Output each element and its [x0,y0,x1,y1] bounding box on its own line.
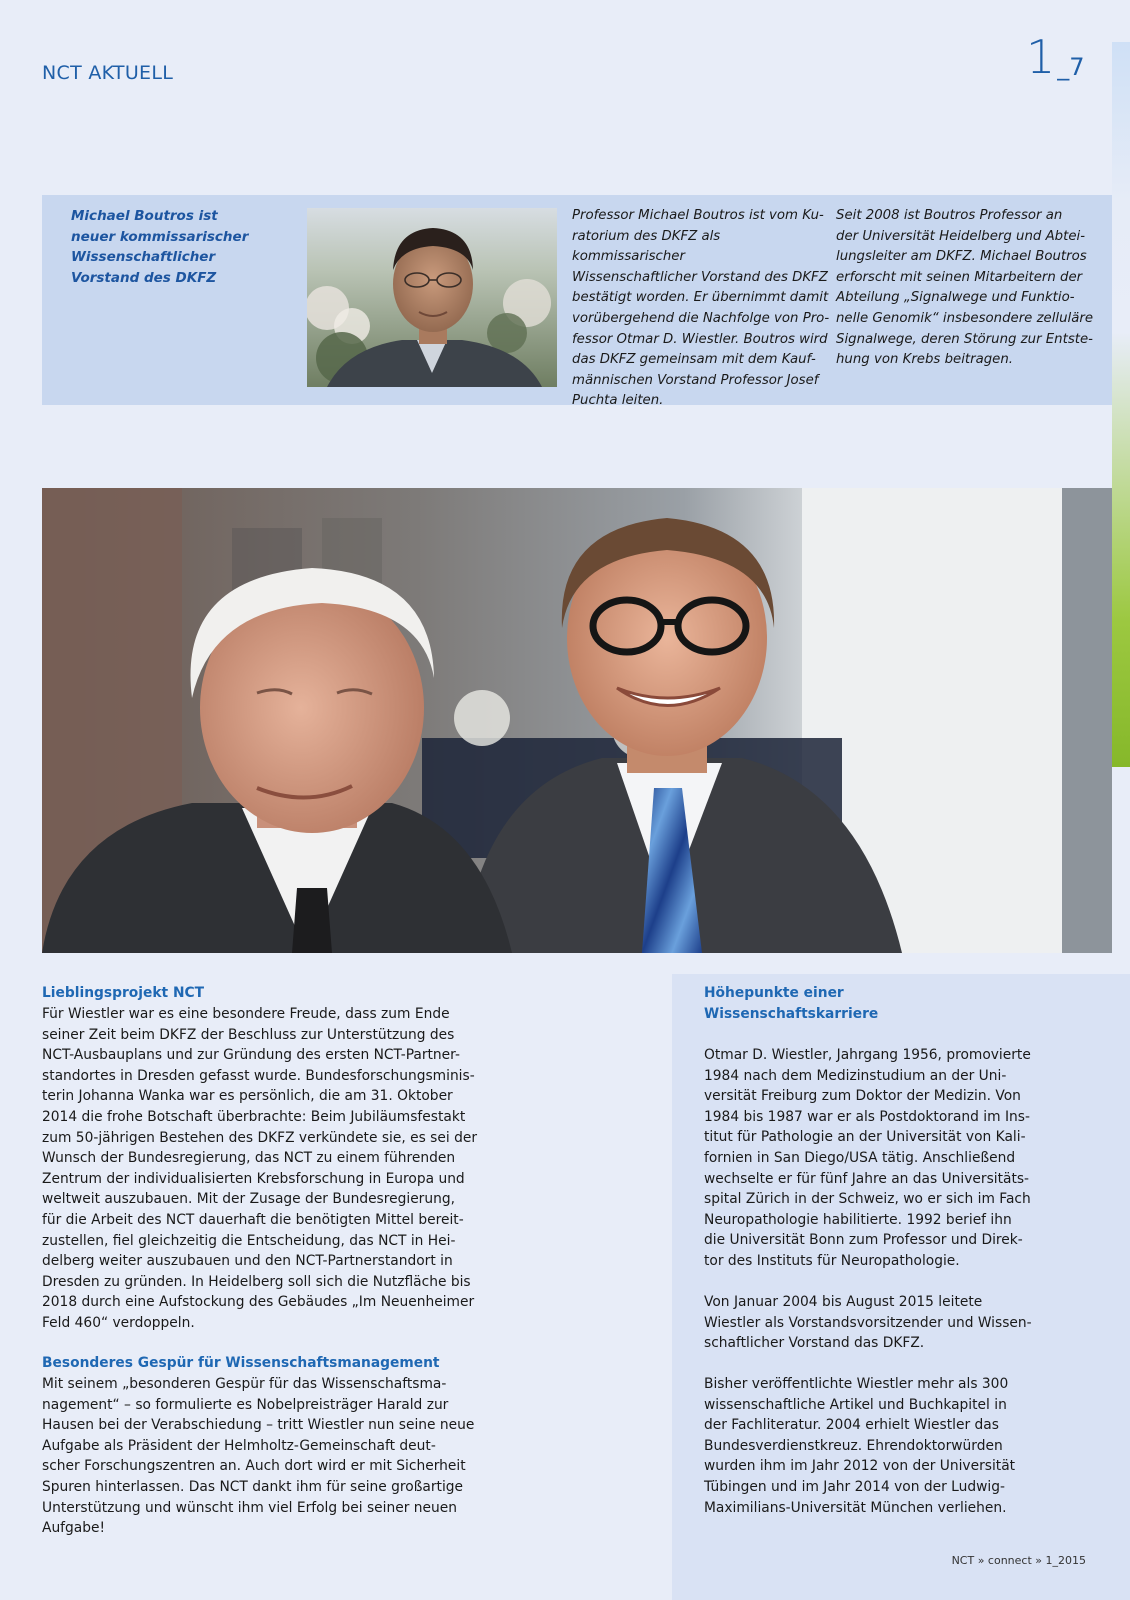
sidebar-heading: Höhepunkte einer Wissenschaftskarriere [704,985,879,1022]
section-body-gespuer: Mit seinem „besonderen Gespür für das Wissenschaftsma- nagement“ – so formulierte es Nobelpreisträger Harald zur Hausen bei der Verabschiedung – tritt Wiestler nun seine neue Aufgabe als Präsident der Helmholtz-Gemeinschaft deut- scher Forschungszentren an. Auch dort wird er mit Sicherheit Spuren hinterlassen. Das NCT dankt ihm für seine großartige Unterstützung und wünscht ihm viel Erfolg bei seiner neuen Aufgabe! [42,1376,475,1537]
sidebar-paragraph-3: Bisher veröffentlichte Wiestler mehr als 300 wissenschaftliche Artikel und Buchkapitel in der Fachliteratur. 2004 erhielt Wiestler das Bundesverdienstkreuz. Ehrendoktorwürden wurden ihm im Jahr 2012 von der Universität Tübingen und im Jahr 2014 von der Ludwig- Maximilians-Universität München verliehen. [704,1376,1016,1516]
group-photo [42,488,1112,953]
section-heading-gespuer: Besonderes Gespür für Wissenschaftsmanagement [42,1355,440,1371]
sidebar-paragraph-2: Von Januar 2004 bis August 2015 leitete Wiestler als Vorstandsvorsitzender und Wissen- schaftlicher Vorstand das DKFZ. [704,1294,1032,1352]
section-title: NCT AKTUELL [42,62,174,84]
page-number-value: 7 [1069,53,1085,81]
profile-text-column-1: Professor Michael Boutros ist vom Ku- ratorium des DKFZ als kommissarischer Wissenschaftlicher Vorstand des DKFZ bestätigt worden. Er übernimmt damit vorübergehend die Nachfolge von Pro- fessor Otmar D. Wiestler. Boutros wird das DKFZ gemeinsam mit dem Kauf- männischen Vorstand Professor Josef Puchta leiten. [572,208,830,409]
footer-issue: NCT » connect » 1_2015 [951,1554,1086,1567]
page-number [1026,30,1085,84]
page-number-separator: _ [1057,53,1070,81]
chapter-number: 1 [1026,30,1056,84]
sidebar-paragraph-1: Otmar D. Wiestler, Jahrgang 1956, promovierte 1984 nach dem Medizinstudium an der Uni- versität Freiburg zum Doktor der Medizin. Von 1984 bis 1987 war er als Postdoktorand im Ins- titut für Pathologie an der Universität von Kali- fornien in San Diego/USA tätig. Anschließend wechselte er für fünf Jahre an das Universitäts- spital Zürich in der Schweiz, wo er sich im Fach Neuropathologie habilitierte. 1992 berief ihn die Universität Bonn zum Professor und Direk- tor des Instituts für Neuropathologie. [704,1047,1031,1269]
section-body-lieblingsprojekt: Für Wiestler war es eine besondere Freude, dass zum Ende seiner Zeit beim DKFZ der Beschluss zur Unterstützung des NCT-Ausbauplans und zur Gründung des ersten NCT-Partner- standortes in Dresden gefasst wurde. Bundesforschungsminis- terin Johanna Wanka war es persönlich, die am 31. Oktober 2014 die frohe Botschaft überbrachte: Beim Jubiläumsfestakt zum 50-jährigen Bestehen des DKFZ verkündete sie, es sei der Wunsch der Bundesregierung, das NCT zu einem führenden Zentrum der individualisierten Krebsforschung in Europa und weltweit auszubauen. Mit der Zusage der Bundesregierung, für die Arbeit des NCT dauerhaft die benötigten Mittel bereit- zustellen, fiel gleichzeitig die Entscheidung, das NCT in Hei- delberg weiter auszubauen und den NCT-Partnerstandort in Dresden zu gründen. In Heidelberg soll sich die Nutzfläche bis 2018 durch eine Aufstockung des Gebäudes „Im Neuenheimer Feld 460“ verdoppeln. [42,1006,477,1331]
green-accent-bar [1112,42,1130,767]
portrait-photo [307,208,557,387]
section-heading-lieblingsprojekt: Lieblingsprojekt NCT [42,985,205,1001]
profile-caption: Michael Boutros ist neuer kommissarischer Wissenschaftlicher Vorstand des DKFZ [71,208,249,286]
profile-text-column-2: Seit 2008 ist Boutros Professor an der Universität Heidelberg und Abtei- lungsleiter am DKFZ. Michael Boutros erforscht mit seinen Mitarbeitern der Abteilung „Signalwege und Funktio- nelle Genomik“ insbesondere zelluläre Signalwege, deren Störung zur Entste- hung von Krebs beitragen. [836,208,1094,368]
